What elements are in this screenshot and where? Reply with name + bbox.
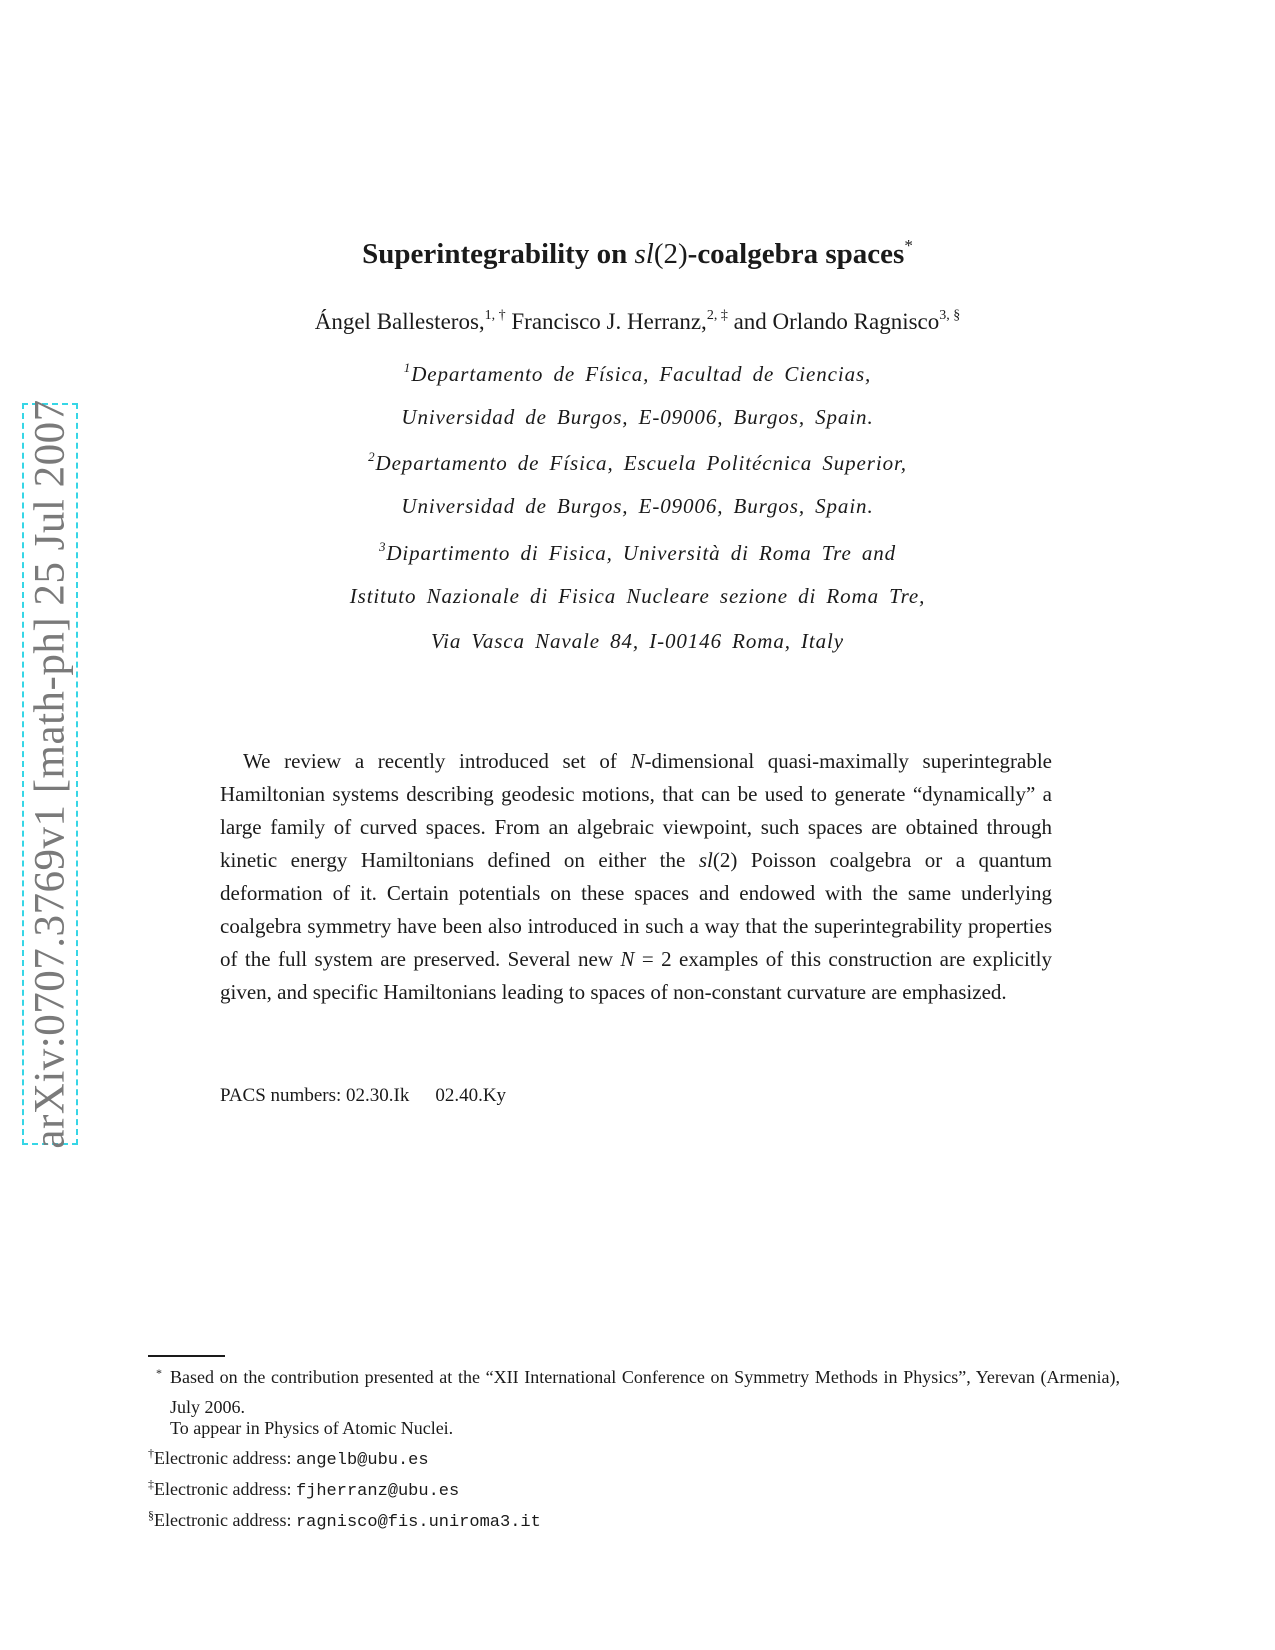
pacs-label: PACS numbers:: [220, 1085, 342, 1106]
title-suffix: -coalgebra spaces: [687, 238, 905, 270]
footnote-appear: To appear in Physics of Atomic Nuclei.: [170, 1418, 454, 1438]
math-equation: = 2: [634, 947, 672, 971]
math-N: N: [630, 749, 645, 773]
paper-title: [0, 236, 1275, 271]
math-N: N: [620, 947, 635, 971]
title-prefix: Superintegrability on: [362, 238, 635, 270]
pacs-numbers: [220, 1085, 506, 1107]
author-name: Ángel Ballesteros,: [314, 309, 485, 334]
author-joiner: and: [733, 309, 767, 334]
footnote-email: †Electronic address: angelb@ubu.es: [148, 1446, 429, 1470]
affiliation-mark: 2: [368, 449, 376, 464]
math-sl: sl: [698, 848, 713, 872]
author-name: Francisco J. Herranz,: [511, 309, 707, 334]
affiliation-line: $^2$Departamento de Física, Escuela Politécnica Superior,: [368, 449, 907, 475]
footnote-mark: *: [156, 1366, 162, 1380]
author-name: Orlando Ragnisco: [772, 309, 940, 334]
affiliation-mark: 1: [403, 360, 412, 375]
footnote-conference: * Based on the contribution presented at the “XII International Conference on Symmetry Methods in Physics”, Yerevan (Armenia), July 2006.: [148, 1358, 1120, 1422]
email-address[interactable]: ragnisco@fis.uniroma3.it: [295, 1513, 541, 1532]
abstract: We review a recently introduced set of N-dimensional quasi-maximally superintegrable Hamiltonian systems describing geodesic motions, that can be used to generate “dynamically” a large family of curved spaces. From an algebraic viewpoint, such spaces are obtained through kinetic energy Hamiltonians defined on either the sl(2) Poisson coalgebra or a quantum deformation of it. Certain potentials on these spaces and endowed with the same underlying coalgebra symmetry have been also introduced in such a way that the superintegrability properties of the full system are preserved. Several new N = 2 examples of this construction are explicitly given, and specific Hamiltonians leading to spaces of non-constant curvature are emphasized.: [220, 749, 1052, 1004]
email-address[interactable]: angelb@ubu.es: [295, 1451, 429, 1470]
pacs-code: 02.40.Ky: [435, 1085, 507, 1106]
arxiv-identifier[interactable]: arXiv:0707.3769v1 [math-ph] 25 Jul 2007: [26, 399, 74, 1149]
footnote-rule: [148, 1355, 225, 1357]
pacs-code: 02.30.Ik: [346, 1085, 410, 1106]
footnote-mark: †: [148, 1446, 154, 1460]
author-mark[interactable]: 2, ‡: [706, 308, 728, 323]
author-list: [0, 308, 1275, 335]
affiliation-line: Via Vasca Navale 84, I-00146 Roma, Italy: [430, 629, 845, 653]
author-mark[interactable]: 1, †: [484, 308, 506, 323]
title-footnote-mark[interactable]: *: [904, 236, 913, 255]
affiliation-line: Universidad de Burgos, E-09006, Burgos, Spain.: [401, 494, 874, 518]
footnote-email: §Electronic address: ragnisco@fis.uniroma3.it: [148, 1508, 541, 1532]
author-mark[interactable]: 3, §: [939, 308, 961, 323]
affiliation-line: Istituto Nazionale di Fisica Nucleare sezione di Roma Tre,: [349, 584, 926, 608]
affiliation-line: Universidad de Burgos, E-09006, Burgos, Spain.: [401, 405, 874, 429]
footnote-email: ‡Electronic address: fjherranz@ubu.es: [148, 1477, 460, 1501]
affiliation-line: $^3$Dipartimento di Fisica, Università di Roma Tre and: [378, 539, 897, 565]
affiliation-line: $^1$Departamento de Física, Facultad de Ciencias,: [403, 360, 872, 386]
footnote-mark: ‡: [148, 1477, 154, 1491]
affiliation-mark: 3: [378, 539, 387, 554]
title-math: sl(2): [634, 238, 688, 270]
email-address[interactable]: fjherranz@ubu.es: [295, 1482, 460, 1501]
footnote-mark: §: [148, 1508, 154, 1522]
